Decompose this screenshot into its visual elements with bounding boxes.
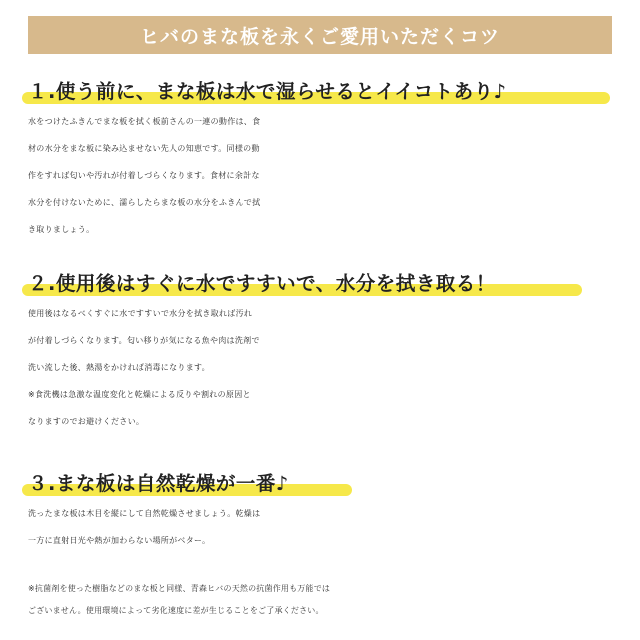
section-1-line: 作をすれば匂いや汚れが付着しづらくなります。食材に余計な [28, 171, 260, 180]
footnote [28, 578, 628, 622]
section-1-line: 材の水分をまな板に染み込ませない先人の知恵です。同様の動 [28, 144, 260, 153]
section-3-line: 洗ったまな板は木目を縦にして自然乾燥させましょう。乾燥は [28, 509, 261, 518]
section-2-line: なりますのでお避けください。 [28, 417, 145, 426]
section-2 [28, 268, 612, 435]
section-3-line: 一方に直射日光や熱が加わらない場所がベター。 [28, 536, 211, 545]
section-1-body [28, 108, 612, 243]
section-1-line: き取りましょう。 [28, 225, 95, 234]
section-1-heading: １.使う前に、まな板は水で湿らせるとイイコトあり♪ [28, 80, 507, 103]
banner-title: ヒバのまな板を永くご愛用いただくコツ [139, 25, 500, 48]
section-1 [28, 76, 612, 243]
section-3-heading-wrap [28, 468, 289, 496]
section-2-body [28, 300, 612, 435]
section-2-heading: ２.使用後はすぐに水ですすいで、水分を拭き取る！ [28, 272, 496, 295]
section-3-heading: ３.まな板は自然乾燥が一番♪ [28, 472, 289, 495]
section-1-heading-wrap [28, 76, 507, 104]
section-2-heading-wrap [28, 268, 496, 296]
section-1-line: 水をつけたふきんでまな板を拭く板前さんの一連の動作は、食 [28, 117, 261, 126]
footnote-line: ございません。使用環境によって劣化速度に差が生じることをご了承ください。 [28, 606, 324, 615]
section-1-line: 水分を付けないために、濡らしたらまな板の水分をふきんで拭 [28, 198, 261, 207]
section-2-line: が付着しづらくなります。匂い移りが気になる魚や肉は洗剤で [28, 336, 260, 345]
footnote-line: ※抗菌剤を使った樹脂などのまな板と同様、青森ヒバの天然の抗菌作用も万能では [28, 584, 331, 593]
section-2-line: 洗い流した後、熱湯をかければ消毒になります。 [28, 363, 210, 372]
title-banner [28, 16, 612, 54]
section-3-body [28, 500, 612, 554]
section-3 [28, 468, 612, 554]
section-2-line: ※食洗機は急激な温度変化と乾燥による反りや割れの原因と [28, 390, 251, 399]
section-2-line: 使用後はなるべくすぐに水ですすいで水分を拭き取れば汚れ [28, 309, 253, 318]
